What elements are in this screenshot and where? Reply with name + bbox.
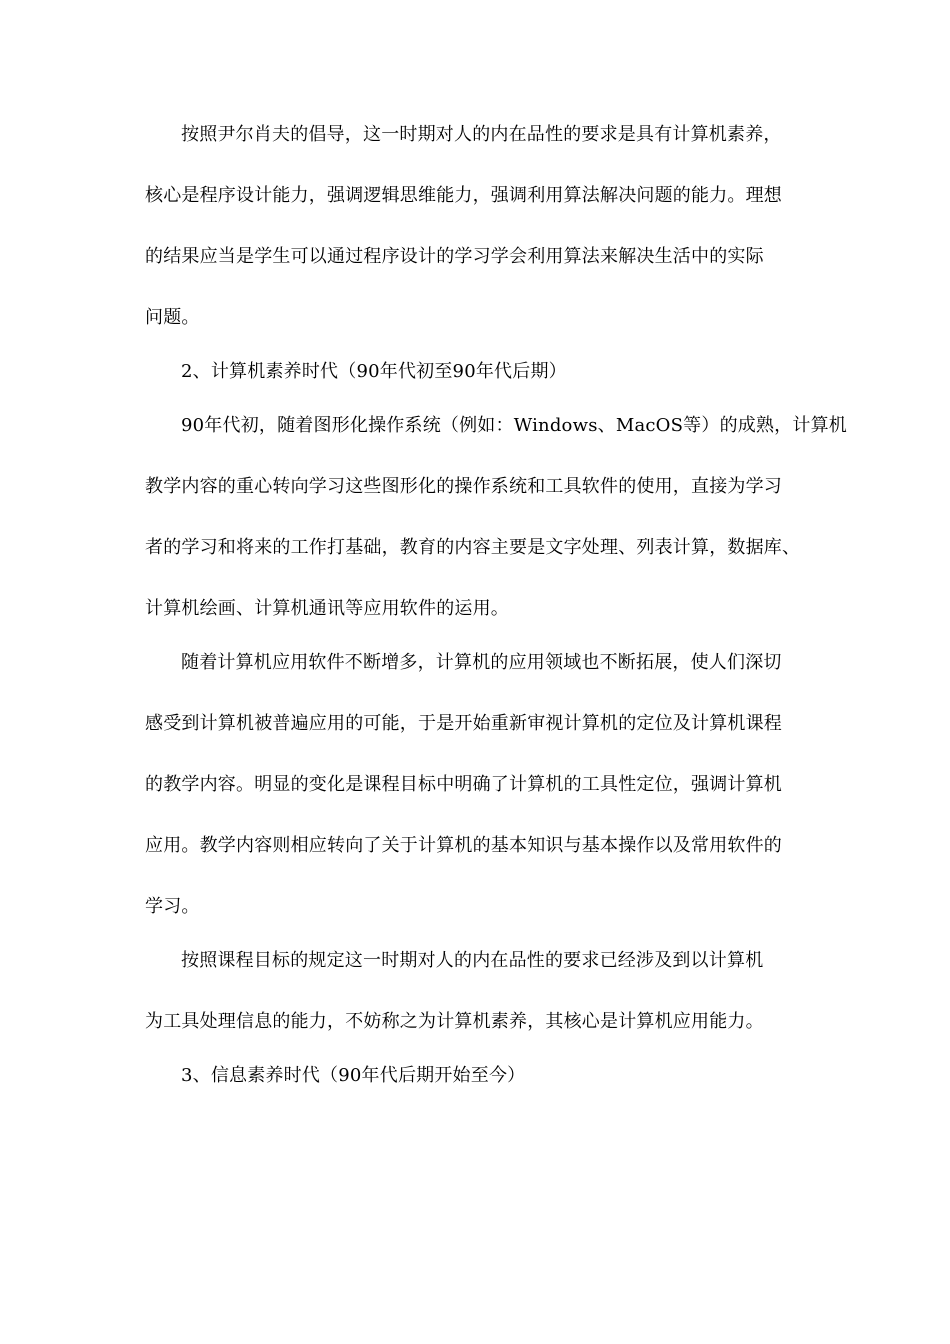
paragraph-line: 的结果应当是学生可以通过程序设计的学习学会利用算法来解决生活中的实际 (145, 246, 764, 267)
paragraph-line: 学习。 (145, 896, 200, 917)
paragraph-line: 按照尹尔肖夫的倡导，这一时期对人的内在品性的要求是具有计算机素养， (181, 124, 782, 145)
paragraph-line: 计算机绘画、计算机通讯等应用软件的运用。 (145, 598, 509, 619)
paragraph-line: 感受到计算机被普遍应用的可能，于是开始重新审视计算机的定位及计算机课程 (145, 713, 782, 734)
paragraph-line: 应用。教学内容则相应转向了关于计算机的基本知识与基本操作以及常用软件的 (145, 835, 782, 856)
paragraph-line: 按照课程目标的规定这一时期对人的内在品性的要求已经涉及到以计算机 (181, 950, 764, 971)
paragraph-line: 者的学习和将来的工作打基础，教育的内容主要是文字处理、列表计算，数据库、 (145, 537, 801, 558)
section-heading: 3、信息素养时代（90年代后期开始至今） (181, 1065, 526, 1086)
paragraph-line: 的教学内容。明显的变化是课程目标中明确了计算机的工具性定位，强调计算机 (145, 774, 782, 795)
paragraph-line: 核心是程序设计能力，强调逻辑思维能力，强调利用算法解决问题的能力。理想 (145, 185, 782, 206)
paragraph-line: 为工具处理信息的能力，不妨称之为计算机素养，其核心是计算机应用能力。 (145, 1011, 764, 1032)
section-heading: 2、计算机素养时代（90年代初至90年代后期） (181, 361, 567, 382)
paragraph-line: 问题。 (145, 307, 200, 328)
paragraph-line: 90年代初，随着图形化操作系统（例如：Windows、MacOS等）的成熟，计算机 (181, 415, 847, 436)
paragraph-line: 教学内容的重心转向学习这些图形化的操作系统和工具软件的使用，直接为学习 (145, 476, 782, 497)
document-body (145, 120, 847, 1115)
paragraph-line: 随着计算机应用软件不断增多，计算机的应用领域也不断拓展，使人们深切 (181, 652, 782, 673)
